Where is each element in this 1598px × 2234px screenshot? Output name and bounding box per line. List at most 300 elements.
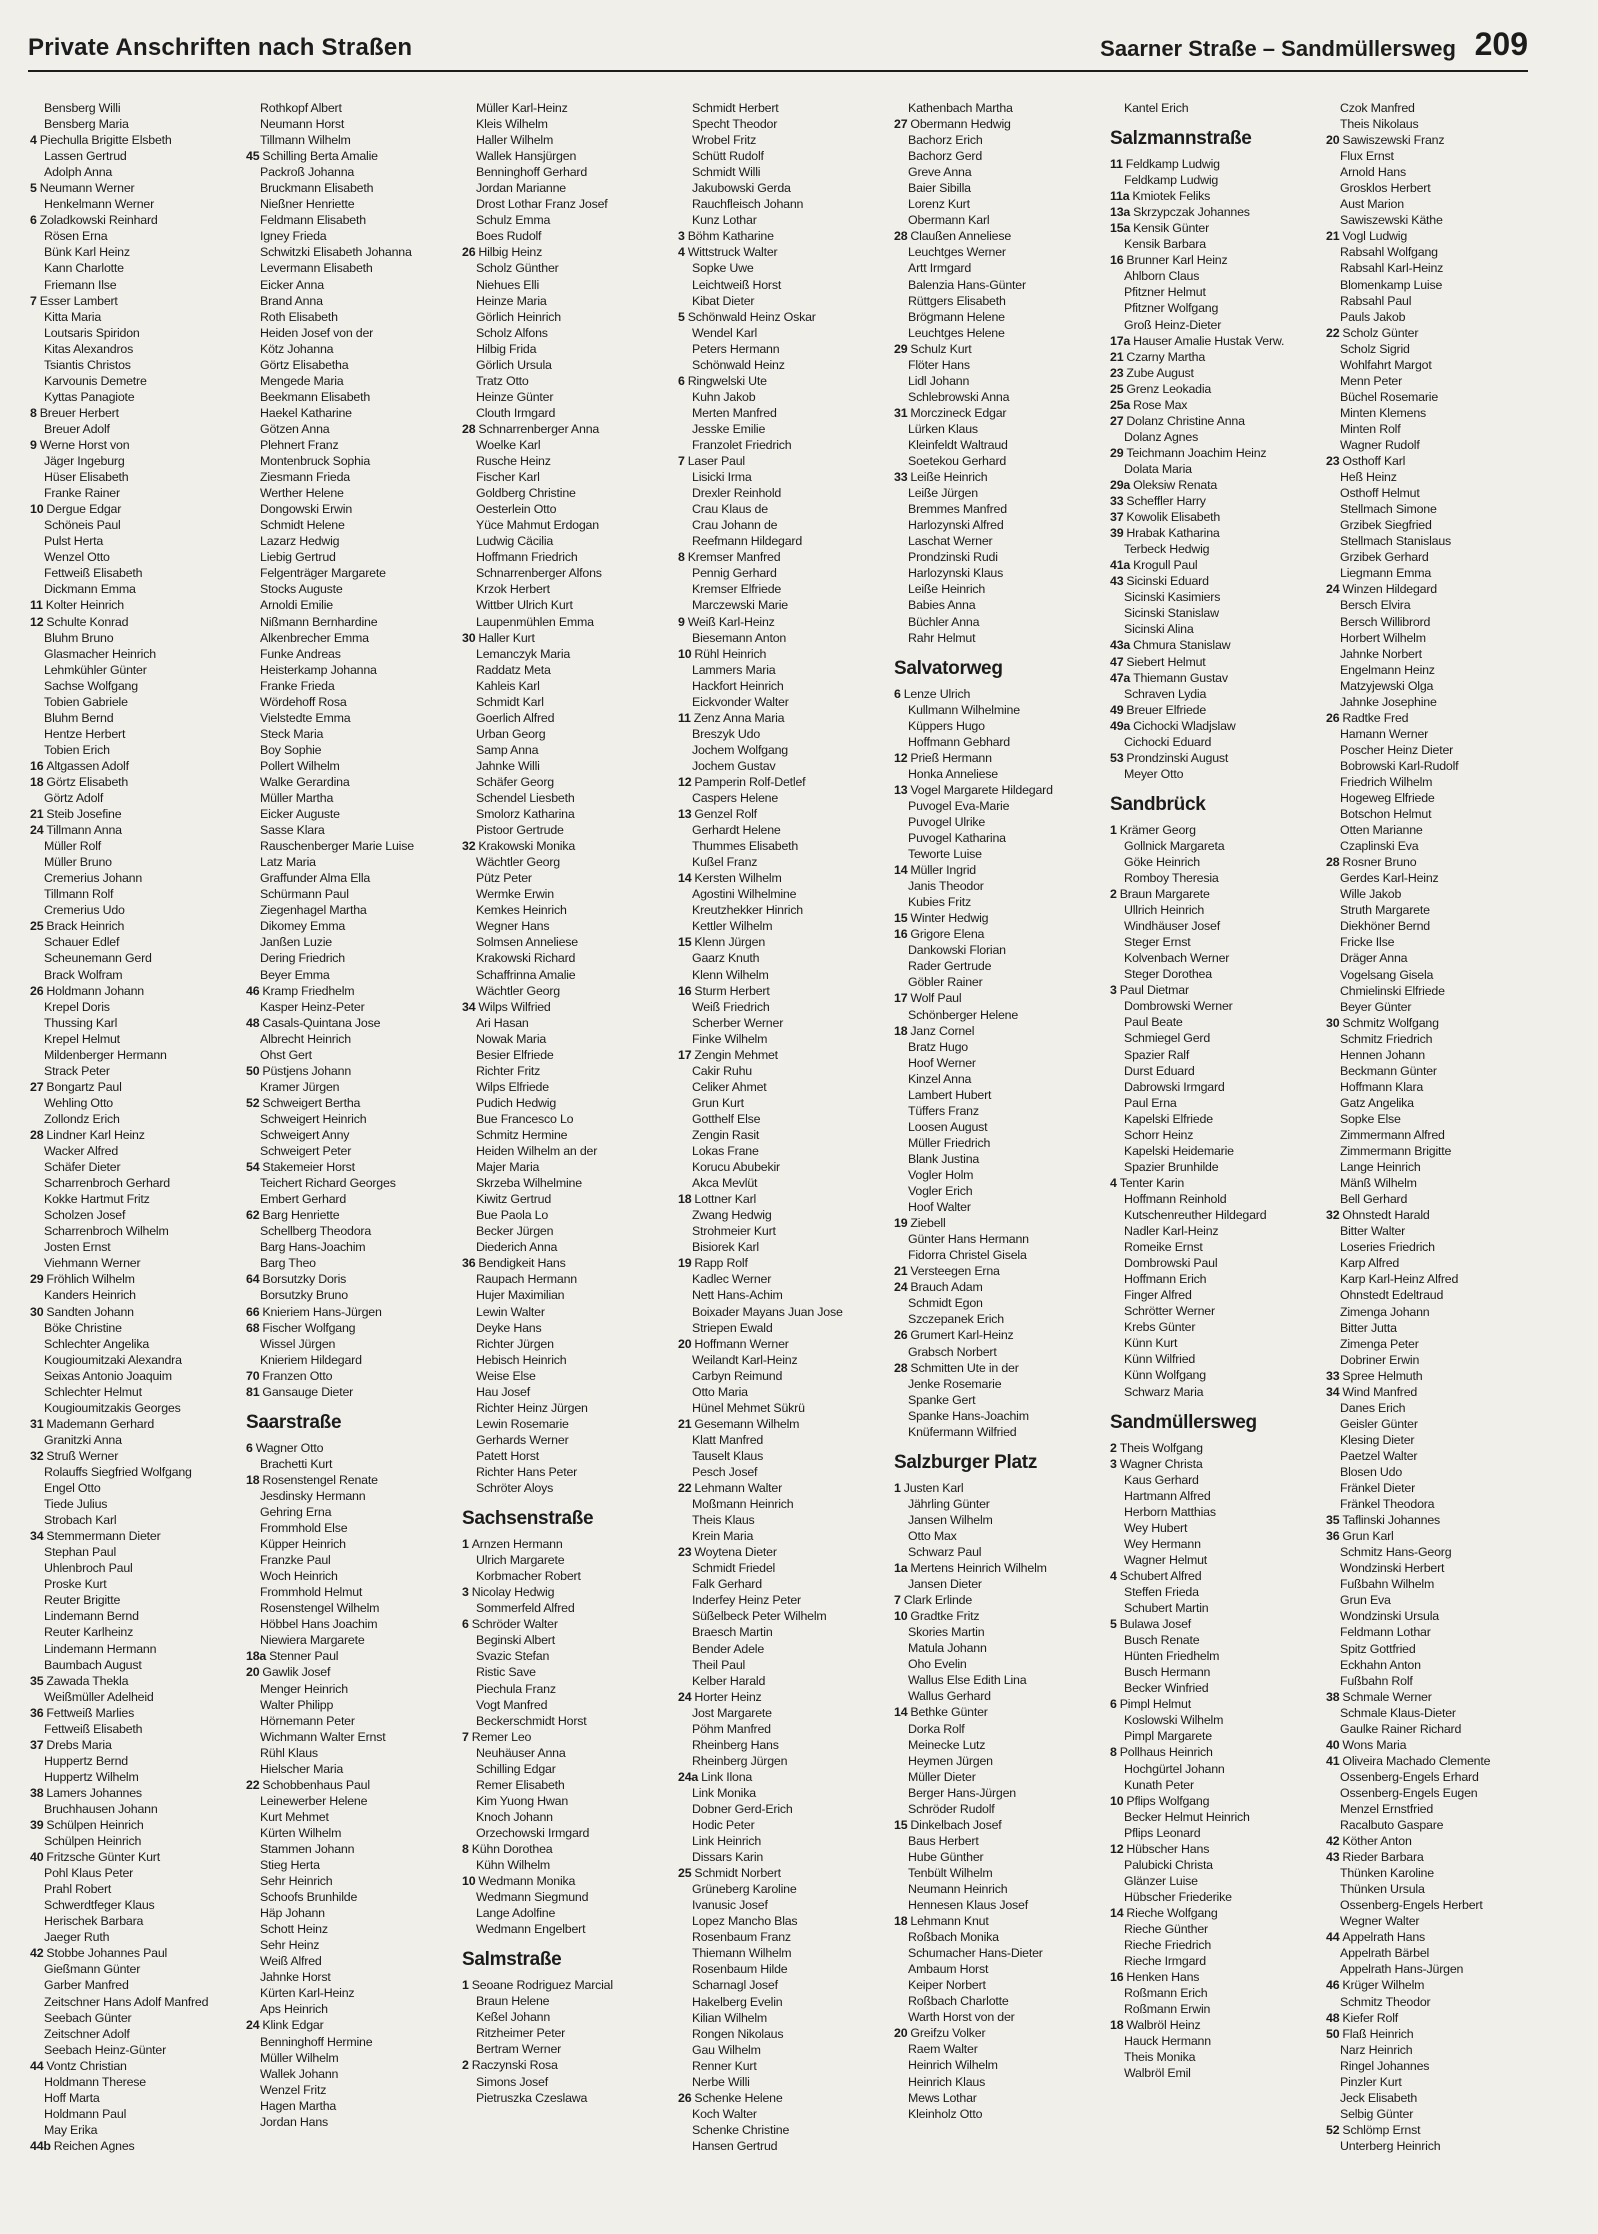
resident-entry: [462, 790, 678, 806]
resident-name: Koslowski Wilhelm: [1124, 1713, 1224, 1728]
resident-entry: [1110, 1255, 1326, 1271]
resident-entry: [894, 309, 1110, 325]
resident-entry: [894, 1231, 1110, 1247]
resident-entry: [894, 702, 1110, 718]
resident-entry: [30, 1721, 246, 1737]
resident-name: Goerlich Alfred: [476, 710, 555, 725]
resident-entry: [30, 1994, 246, 2010]
resident-entry: [30, 2074, 246, 2090]
resident-name: Steck Maria: [260, 726, 324, 741]
resident-name: Bratz Hugo: [908, 1039, 968, 1054]
house-number: 24: [30, 823, 44, 838]
resident-entry: [1326, 180, 1542, 196]
resident-entry: [1110, 1536, 1326, 1552]
resident-name: Wenzel Otto: [44, 550, 110, 565]
resident-name: Lange Adolfine: [476, 1906, 556, 1921]
resident-entry: [30, 180, 246, 196]
resident-name: Müller Dieter: [908, 1769, 976, 1784]
resident-name: Lidl Johann: [908, 373, 970, 388]
resident-entry: [1326, 1753, 1542, 1769]
resident-entry: [678, 1031, 894, 1047]
resident-entry: [1326, 100, 1542, 116]
resident-name: Samp Anna: [476, 742, 539, 757]
resident-entry: [462, 1336, 678, 1352]
house-number: 20: [894, 2026, 908, 2041]
resident-entry: [894, 894, 1110, 910]
house-number: 32: [30, 1448, 44, 1463]
resident-entry: [678, 565, 894, 581]
resident-name: Steger Ernst: [1124, 935, 1191, 950]
resident-entry: [894, 228, 1110, 244]
resident-entry: [1110, 1857, 1326, 1873]
resident-name: Stieg Herta: [260, 1858, 320, 1873]
resident-name: Cichocki Wladjslaw: [1133, 718, 1236, 733]
resident-name: Hau Josef: [476, 1384, 530, 1399]
resident-name: Schmitz Theodor: [1340, 1994, 1431, 2009]
resident-name: Leuchtges Helene: [908, 325, 1005, 340]
page-number: 209: [1474, 26, 1528, 62]
resident-name: Lewin Walter: [476, 1304, 545, 1319]
resident-entry: [462, 870, 678, 886]
resident-name: Karp Alfred: [1340, 1256, 1400, 1271]
resident-name: Wilps Wilfried: [478, 999, 551, 1014]
resident-name: Dissars Karin: [692, 1850, 764, 1865]
resident-entry: [894, 100, 1110, 116]
resident-entry: [894, 1544, 1110, 1560]
resident-name: Gaulke Rainer Richard: [1340, 1721, 1462, 1736]
resident-name: Hilbig Heinz: [478, 245, 543, 260]
resident-name: Ringel Johannes: [1340, 2058, 1430, 2073]
resident-name: Beyer Emma: [260, 967, 330, 982]
resident-name: Theis Klaus: [692, 1513, 755, 1528]
resident-name: Niewiera Margarete: [260, 1633, 365, 1648]
resident-name: Cremerius Johann: [44, 871, 143, 886]
resident-entry: [246, 389, 462, 405]
resident-name: Alkenbrecher Emma: [260, 630, 369, 645]
resident-entry: [1110, 1271, 1326, 1287]
resident-entry: [1326, 742, 1542, 758]
resident-name: Franzolet Friedrich: [692, 437, 792, 452]
house-number: 6: [894, 686, 901, 701]
resident-entry: [678, 2122, 894, 2138]
resident-entry: [462, 1697, 678, 1713]
resident-entry: [1326, 1255, 1542, 1271]
resident-entry: [30, 1657, 246, 1673]
resident-name: Kadlec Werner: [692, 1272, 772, 1287]
house-number: 29: [894, 341, 908, 356]
resident-entry: [30, 1480, 246, 1496]
resident-entry: [894, 718, 1110, 734]
resident-name: Scheunemann Gerd: [44, 951, 152, 966]
resident-name: Schäfer Dieter: [44, 1160, 121, 1175]
resident-name: Pfitzner Wolfgang: [1124, 301, 1219, 316]
resident-entry: [462, 325, 678, 341]
resident-name: Soetekou Gerhard: [908, 454, 1007, 469]
resident-entry: [246, 1127, 462, 1143]
resident-name: Schweigert Anny: [260, 1128, 350, 1142]
resident-name: Piechulla Brigitte Elsbeth: [39, 133, 172, 148]
resident-name: Biesemann Anton: [692, 630, 787, 645]
resident-entry: [1326, 581, 1542, 597]
resident-name: Schmidt Egon: [908, 1296, 983, 1311]
house-number: 22: [1326, 325, 1340, 340]
resident-entry: [462, 2041, 678, 2057]
house-number: 21: [1110, 349, 1124, 364]
resident-name: Horbert Wilhelm: [1340, 630, 1426, 645]
resident-name: Braun Margarete: [1119, 887, 1210, 902]
resident-entry: [678, 870, 894, 886]
resident-entry: [678, 1801, 894, 1817]
resident-entry: [1110, 750, 1326, 766]
house-number: 29: [1110, 445, 1124, 460]
resident-entry: [1110, 870, 1326, 886]
resident-entry: [678, 1352, 894, 1368]
resident-name: Bremmes Manfred: [908, 502, 1007, 517]
resident-name: Müller Martha: [260, 791, 334, 806]
resident-entry: [1110, 1111, 1326, 1127]
resident-name: Jäger Ingeburg: [44, 454, 125, 469]
resident-name: Pudich Hedwig: [476, 1095, 557, 1110]
resident-entry: [678, 2042, 894, 2058]
house-number: 33: [1326, 1368, 1340, 1383]
resident-entry: [246, 1095, 462, 1111]
resident-name: Tillmann Wilhelm: [260, 133, 351, 148]
house-number: 7: [678, 454, 685, 469]
house-number: 36: [30, 1705, 44, 1720]
resident-name: Bensberg Willi: [44, 101, 121, 115]
house-number: 42: [1326, 1834, 1340, 1849]
resident-name: Tenter Karin: [1119, 1175, 1185, 1190]
resident-name: Gradtke Fritz: [910, 1609, 980, 1624]
resident-entry: [678, 1079, 894, 1095]
resident-entry: [462, 1729, 678, 1745]
resident-entry: [462, 309, 678, 325]
resident-name: Hauser Amalie Hustak Verw.: [1133, 333, 1285, 348]
resident-name: Theis Wolfgang: [1119, 1440, 1203, 1455]
resident-entry: [678, 485, 894, 501]
resident-name: Beyer Günter: [1340, 999, 1412, 1014]
resident-entry: [678, 2058, 894, 2074]
resident-name: Hube Günther: [908, 1849, 984, 1864]
resident-entry: [462, 1993, 678, 2009]
resident-name: Schäfer Georg: [476, 774, 554, 789]
resident-entry: [246, 886, 462, 902]
resident-entry: [894, 597, 1110, 613]
resident-name: Rongen Nikolaus: [692, 2026, 784, 2041]
house-number: 24: [246, 2018, 260, 2033]
resident-name: Zenz Anna Maria: [693, 710, 785, 725]
resident-name: Kleis Wilhelm: [476, 117, 548, 132]
resident-name: Boy Sophie: [260, 742, 322, 757]
resident-name: Finger Alfred: [1124, 1288, 1192, 1303]
resident-entry: [894, 1801, 1110, 1817]
resident-entry: [1326, 1368, 1542, 1384]
resident-name: Schmidt Karl: [476, 694, 544, 709]
resident-entry: [1326, 822, 1542, 838]
resident-entry: [1326, 293, 1542, 309]
house-number: 16: [1110, 253, 1124, 268]
resident-name: Rosenbaum Hilde: [692, 1962, 788, 1977]
resident-entry: [1110, 934, 1326, 950]
resident-name: Striepen Ewald: [692, 1320, 773, 1335]
resident-name: Schilling Edgar: [476, 1761, 556, 1776]
resident-entry: [1326, 437, 1542, 453]
resident-entry: [246, 1031, 462, 1047]
resident-name: Dikomey Emma: [260, 919, 346, 934]
resident-name: Liegmann Emma: [1340, 566, 1432, 581]
resident-name: Diederich Anna: [476, 1240, 558, 1255]
resident-name: Rabsahl Wolfgang: [1340, 245, 1438, 260]
resident-name: Lange Heinrich: [1340, 1160, 1421, 1175]
resident-entry: [462, 533, 678, 549]
resident-entry: [1326, 517, 1542, 533]
resident-name: Künn Wilfried: [1124, 1352, 1196, 1367]
resident-entry: [30, 1753, 246, 1769]
resident-name: Schütt Rudolf: [692, 149, 764, 164]
resident-entry: [678, 1207, 894, 1223]
resident-entry: [462, 1464, 678, 1480]
resident-name: Hoffmann Gebhard: [908, 734, 1010, 749]
resident-name: Hakelberg Evelin: [692, 1994, 783, 2009]
resident-name: Sicinski Alina: [1124, 622, 1194, 637]
resident-entry: [894, 1512, 1110, 1528]
resident-entry: [1110, 1841, 1326, 1857]
resident-entry: [246, 405, 462, 421]
resident-name: Höbbel Hans Joachim: [260, 1617, 378, 1632]
resident-entry: [30, 1849, 246, 1865]
resident-entry: [1110, 1014, 1326, 1030]
resident-name: Müller Friedrich: [908, 1135, 991, 1150]
resident-name: Zawada Thekla: [46, 1673, 129, 1688]
resident-name: Hünten Friedhelm: [1124, 1649, 1220, 1664]
resident-name: Leiße Heinrich: [908, 582, 986, 597]
resident-name: Bachorz Erich: [908, 133, 983, 148]
resident-name: Walke Gerardina: [260, 774, 350, 789]
resident-entry: [894, 734, 1110, 750]
house-number: 9: [678, 614, 685, 629]
resident-name: Beekmann Elisabeth: [260, 389, 371, 404]
resident-entry: [1110, 1584, 1326, 1600]
resident-entry: [462, 277, 678, 293]
resident-entry: [1110, 1384, 1326, 1400]
resident-name: Sicinski Stanislaw: [1124, 606, 1219, 621]
resident-entry: [246, 614, 462, 630]
resident-entry: [1110, 333, 1326, 349]
resident-name: Heinrich Wilhelm: [908, 2058, 998, 2073]
resident-name: Gerhards Werner: [476, 1432, 569, 1447]
house-number: 24a: [678, 1769, 699, 1784]
resident-entry: [1110, 605, 1326, 621]
resident-entry: [246, 549, 462, 565]
resident-entry: [462, 1745, 678, 1761]
resident-entry: [246, 950, 462, 966]
resident-entry: [462, 1841, 678, 1857]
resident-name: Nowak Maria: [476, 1031, 547, 1046]
resident-entry: [1110, 1728, 1326, 1744]
resident-entry: [246, 1552, 462, 1568]
resident-entry: [30, 1785, 246, 1801]
resident-name: Crau Johann de: [692, 518, 778, 533]
resident-name: Leinewerber Helene: [260, 1793, 368, 1808]
resident-entry: [1110, 1207, 1326, 1223]
resident-entry: [1110, 1520, 1326, 1536]
resident-entry: [246, 1223, 462, 1239]
resident-entry: [1326, 597, 1542, 613]
resident-entry: [1110, 1335, 1326, 1351]
resident-name: Roßbach Charlotte: [908, 1994, 1009, 2009]
resident-entry: [1326, 501, 1542, 517]
resident-name: Osthoff Karl: [1342, 454, 1406, 469]
resident-name: Dombrowski Paul: [1124, 1256, 1218, 1271]
resident-name: Scholz Günther: [476, 261, 559, 276]
resident-entry: [246, 1937, 462, 1953]
resident-name: Selbig Günter: [1340, 2106, 1414, 2121]
resident-name: Lehmann Walter: [694, 1481, 783, 1496]
resident-name: Fischer Wolfgang: [262, 1320, 356, 1335]
resident-entry: [894, 116, 1110, 132]
resident-name: Rothkopf Albert: [260, 101, 342, 115]
resident-entry: [30, 421, 246, 437]
resident-entry: [30, 1689, 246, 1705]
house-number: 37: [30, 1737, 44, 1752]
house-number: 26: [894, 1328, 908, 1343]
resident-entry: [246, 1304, 462, 1320]
resident-name: Radtke Fred: [1342, 710, 1409, 725]
resident-name: Schmidt Norbert: [694, 1866, 781, 1881]
resident-entry: [678, 1641, 894, 1657]
resident-entry: [462, 389, 678, 405]
resident-entry: [30, 1512, 246, 1528]
resident-name: Richter Heinz Jürgen: [476, 1400, 588, 1415]
resident-name: Ristic Save: [476, 1665, 536, 1680]
resident-entry: [1326, 806, 1542, 822]
resident-name: Göke Heinrich: [1124, 854, 1200, 869]
resident-name: Holdmann Paul: [44, 2106, 127, 2121]
resident-name: Püstjens Johann: [262, 1063, 352, 1078]
resident-name: Kleinfeldt Waltraud: [908, 437, 1008, 452]
resident-name: Herborn Matthias: [1124, 1504, 1216, 1519]
resident-entry: [1110, 2049, 1326, 2065]
resident-entry: [246, 1985, 462, 2001]
resident-entry: [1326, 1945, 1542, 1961]
resident-entry: [1326, 1480, 1542, 1496]
resident-name: Schraven Lydia: [1124, 686, 1207, 701]
resident-entry: [894, 1576, 1110, 1592]
house-number: 33: [1110, 494, 1124, 509]
resident-name: Blomenkamp Luise: [1340, 277, 1443, 292]
resident-entry: [678, 1304, 894, 1320]
house-number: 45: [246, 149, 260, 164]
resident-entry: [246, 1761, 462, 1777]
resident-name: Wagner Otto: [255, 1440, 324, 1455]
resident-entry: [30, 1175, 246, 1191]
resident-entry: [462, 1977, 678, 1993]
resident-name: Weiß Karl-Heinz: [687, 614, 775, 629]
resident-entry: [678, 1769, 894, 1785]
resident-entry: [246, 2098, 462, 2114]
resident-entry: [462, 341, 678, 357]
resident-name: Reuter Brigitte: [44, 1593, 121, 1608]
resident-name: Thussing Karl: [44, 1015, 118, 1030]
resident-name: Garber Manfred: [44, 1978, 129, 1993]
resident-entry: [246, 2082, 462, 2098]
resident-entry: [1326, 533, 1542, 549]
resident-entry: [30, 212, 246, 228]
resident-name: Kaus Gerhard: [1124, 1472, 1199, 1487]
resident-name: Wissel Jürgen: [260, 1336, 336, 1351]
resident-name: Korucu Abubekir: [692, 1160, 780, 1175]
resident-entry: [462, 1857, 678, 1873]
resident-name: Pimpl Margarete: [1124, 1729, 1212, 1744]
house-number: 12: [894, 750, 908, 765]
resident-entry: [462, 1825, 678, 1841]
resident-entry: [30, 2122, 246, 2138]
resident-entry: [246, 710, 462, 726]
resident-name: Schweigert Bertha: [262, 1095, 361, 1110]
house-number: 29a: [1110, 477, 1131, 492]
resident-entry: [1326, 357, 1542, 373]
resident-entry: [1110, 1127, 1326, 1143]
directory-column: [678, 100, 894, 2220]
resident-entry: [1110, 156, 1326, 172]
resident-entry: [246, 742, 462, 758]
resident-name: Borsutzky Bruno: [260, 1288, 348, 1303]
resident-name: Glasmacher Heinrich: [44, 646, 156, 661]
resident-name: Breszyk Udo: [692, 726, 761, 741]
resident-name: Kühn Wilhelm: [476, 1858, 551, 1873]
resident-entry: [246, 1584, 462, 1600]
resident-name: Schumacher Hans-Dieter: [908, 1946, 1043, 1961]
resident-entry: [246, 581, 462, 597]
resident-name: Kensik Barbara: [1124, 237, 1206, 252]
resident-entry: [678, 710, 894, 726]
resident-name: Piechula Franz: [476, 1681, 556, 1696]
resident-entry: [30, 646, 246, 662]
resident-name: Walter Philipp: [260, 1697, 334, 1712]
resident-entry: [678, 116, 894, 132]
house-number: 1a: [894, 1561, 908, 1576]
resident-entry: [462, 678, 678, 694]
house-number: 11: [30, 598, 43, 613]
resident-entry: [894, 1608, 1110, 1624]
resident-name: Kiwitz Gertrud: [476, 1192, 552, 1207]
resident-name: Kim Yuong Hwan: [476, 1793, 569, 1808]
resident-entry: [1110, 1239, 1326, 1255]
resident-name: Jahnke Horst: [260, 1970, 331, 1985]
resident-entry: [678, 1608, 894, 1624]
resident-name: Knüfermann Wilfried: [908, 1424, 1017, 1439]
resident-name: Balenzia Hans-Günter: [908, 277, 1026, 292]
house-number: 43: [1110, 574, 1124, 589]
resident-name: Niehues Elli: [476, 277, 540, 292]
resident-entry: [30, 533, 246, 549]
resident-entry: [1110, 1287, 1326, 1303]
resident-entry: [1326, 1544, 1542, 1560]
resident-entry: [462, 1448, 678, 1464]
resident-entry: [678, 1015, 894, 1031]
resident-name: Jochem Gustav: [692, 758, 776, 773]
resident-name: Dankowski Florian: [908, 943, 1006, 958]
resident-entry: [1326, 950, 1542, 966]
resident-name: Gatz Angelika: [1340, 1095, 1414, 1110]
resident-entry: [30, 2026, 246, 2042]
resident-name: Fußbahn Rolf: [1340, 1673, 1413, 1688]
resident-entry: [246, 1841, 462, 1857]
resident-name: Steffen Frieda: [1124, 1584, 1199, 1599]
resident-name: Ahlborn Claus: [1124, 269, 1200, 284]
resident-entry: [1326, 2090, 1542, 2106]
resident-name: Schönwald Heinz: [692, 357, 785, 372]
